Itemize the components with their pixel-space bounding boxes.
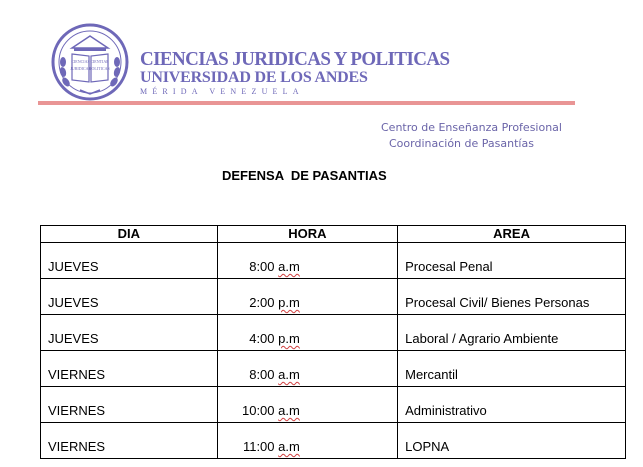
seal-text-1: CIENCIAS <box>71 59 90 64</box>
seal-text-3: JURIDICAS <box>70 66 91 71</box>
time-suffix: p.m <box>278 331 300 346</box>
time-value: 10:00 <box>241 403 275 418</box>
seal-text-2: CIENTIAE <box>90 59 109 64</box>
time-suffix: a.m <box>278 259 300 274</box>
cell-dia: JUEVES <box>41 315 218 351</box>
cell-hora <box>217 351 398 387</box>
column-header-hora: HORA <box>217 226 398 243</box>
time-value: 11:00 <box>242 439 275 454</box>
cell-dia: VIERNES <box>41 423 218 459</box>
time-suffix: a.m <box>278 367 300 382</box>
cell-area: Administrativo <box>398 387 626 423</box>
cell-area: LOPNA <box>398 423 626 459</box>
cell-hora <box>217 387 398 423</box>
column-header-dia: DIA <box>41 226 218 243</box>
table-row <box>41 423 626 459</box>
time-suffix: a.m <box>278 439 300 454</box>
time-value: 8:00 <box>249 367 275 382</box>
column-header-area: AREA <box>398 226 626 243</box>
cell-area: Procesal Penal <box>398 243 626 279</box>
table-row <box>41 243 626 279</box>
table-row <box>41 387 626 423</box>
coordination-name: Coordinación de Pasantías <box>389 137 534 150</box>
cell-hora <box>217 279 398 315</box>
time-value: 2:00 <box>249 295 275 310</box>
cell-hora <box>217 315 398 351</box>
time-value: 4:00 <box>249 331 275 346</box>
cell-hora <box>217 243 398 279</box>
table-row <box>41 351 626 387</box>
center-info <box>381 120 562 152</box>
table-header-row <box>41 226 626 243</box>
time-value: 8:00 <box>249 259 275 274</box>
university-name: UNIVERSIDAD DE LOS ANDES <box>140 69 368 86</box>
cell-dia: JUEVES <box>41 279 218 315</box>
institution-header <box>140 47 450 97</box>
cell-dia: JUEVES <box>41 243 218 279</box>
cell-dia: VIERNES <box>41 351 218 387</box>
cell-hora <box>217 423 398 459</box>
city-country: MÉRIDA VENEZUELA <box>140 87 304 96</box>
schedule-table <box>40 225 626 459</box>
university-seal-logo <box>50 20 130 102</box>
table-row <box>41 315 626 351</box>
time-suffix: p.m <box>278 295 300 310</box>
time-suffix: a.m <box>278 403 300 418</box>
cell-area: Procesal Civil/ Bienes Personas <box>398 279 626 315</box>
header-divider <box>38 101 575 105</box>
document-title: DEFENSA DE PASANTIAS <box>222 168 387 183</box>
faculty-name: CIENCIAS JURIDICAS Y POLITICAS <box>140 47 450 70</box>
seal-text-4: POLITICAS <box>89 66 110 71</box>
cell-dia: VIERNES <box>41 387 218 423</box>
center-name: Centro de Enseñanza Profesional <box>381 121 562 134</box>
table-row <box>41 279 626 315</box>
cell-area: Laboral / Agrario Ambiente <box>398 315 626 351</box>
cell-area: Mercantil <box>398 351 626 387</box>
